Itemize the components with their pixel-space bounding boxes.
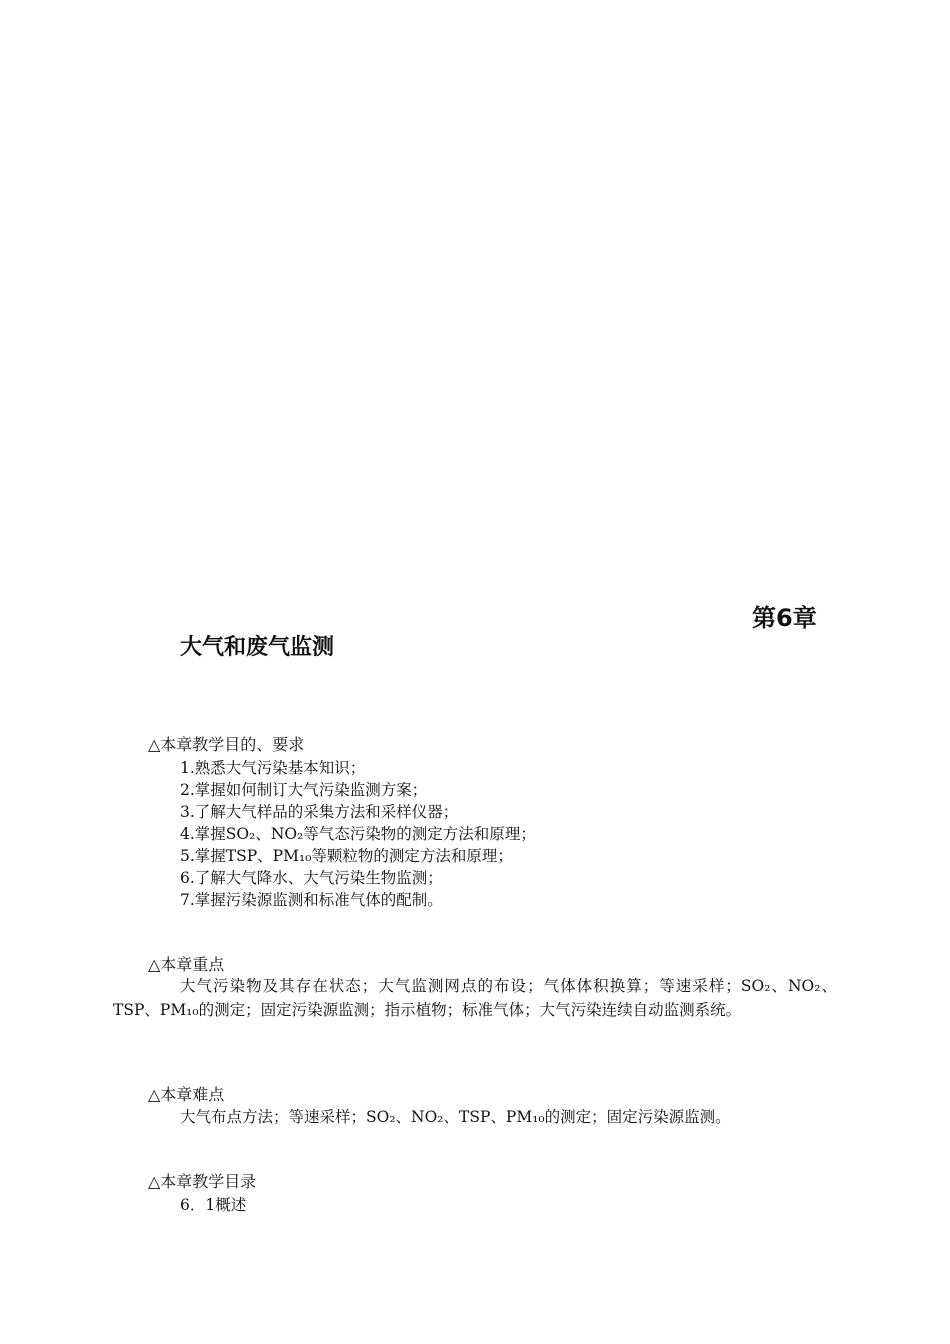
chapter-title: 大气和废气监测 <box>180 635 335 660</box>
objective-item: 5.掌握TSP、PM₁₀等颗粒物的测定方法和原理； <box>180 847 513 865</box>
objectives-heading: △本章教学目的、要求 <box>148 735 305 754</box>
objective-item: 7.掌握污染源监测和标准气体的配制。 <box>180 891 443 909</box>
key-points-text: 大气污染物及其存在状态；大气监测网点的布设；气体体积换算；等速采样；SO₂、NO₂、TSP、PM₁₀的测定；固定污染源监测；指示植物；标准气体；大气污染连续自动监测系统。 <box>113 977 837 1019</box>
objective-item: 3.了解大气样品的采集方法和采样仪器； <box>180 803 459 821</box>
chapter-number: 第6章 <box>752 604 817 632</box>
objective-item: 2.掌握如何制订大气污染监测方案； <box>180 781 428 799</box>
objective-item: 1.熟悉大气污染基本知识； <box>180 759 366 777</box>
objective-item: 4.掌握SO₂、NO₂等气态污染物的测定方法和原理； <box>180 825 536 843</box>
objective-item: 6.了解大气降水、大气污染生物监测； <box>180 869 443 887</box>
difficulties-text: 大气布点方法；等速采样；SO₂、NO₂、TSP、PM₁₀的测定；固定污染源监测。 <box>180 1108 731 1126</box>
contents-heading: △本章教学目录 <box>148 1172 257 1191</box>
key-points-heading: △本章重点 <box>148 955 225 974</box>
difficulties-heading: △本章难点 <box>148 1085 225 1104</box>
contents-item: 6．1概述 <box>180 1196 247 1214</box>
